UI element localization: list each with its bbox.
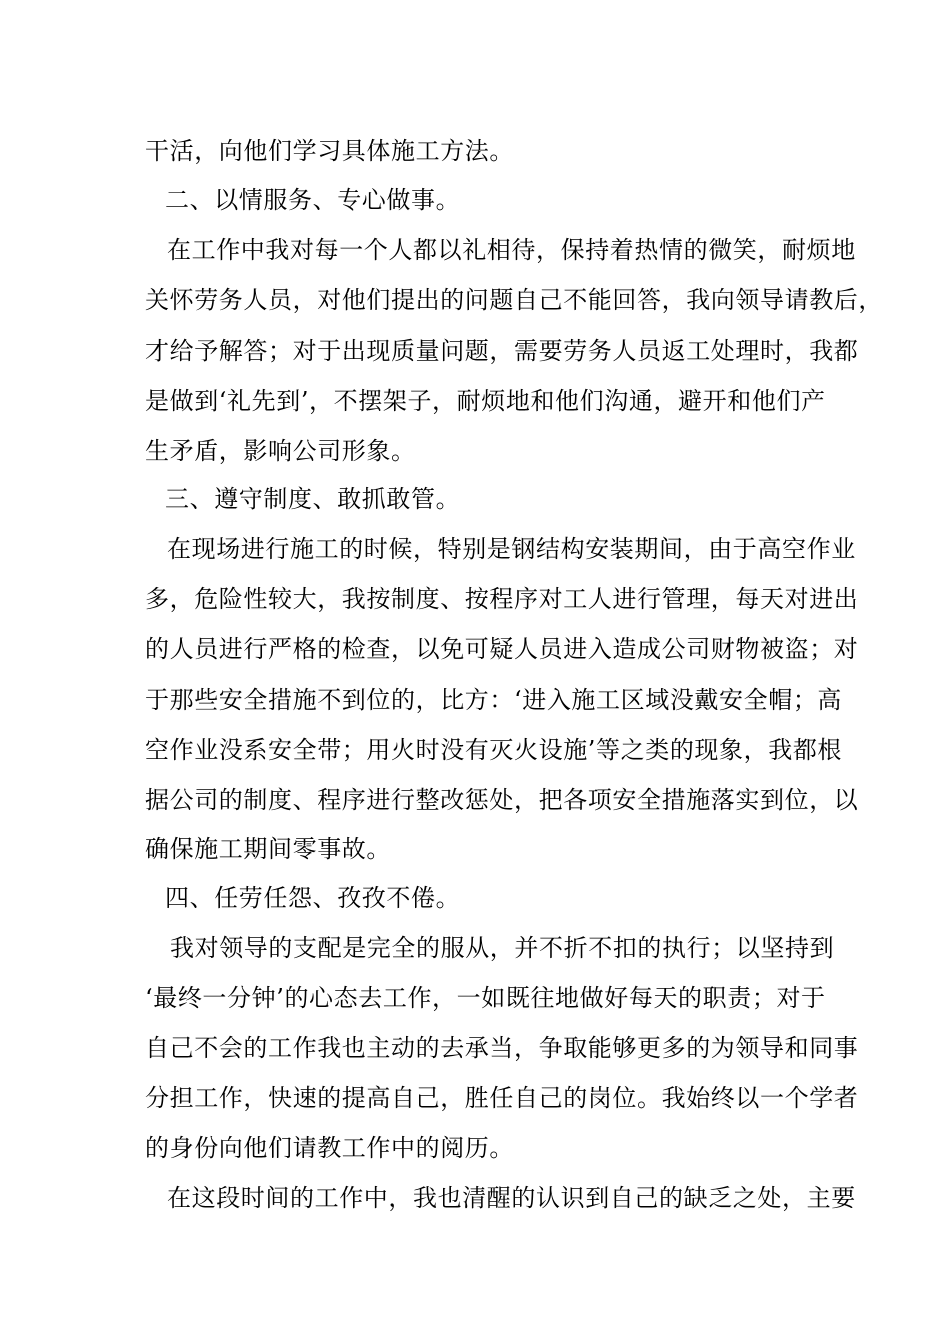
text-line: 生矛盾，影响公司形象。 xyxy=(145,437,416,465)
section-heading: 四、任劳任怨、孜孜不倦。 xyxy=(165,884,461,912)
section-heading: 二、以情服务、专心做事。 xyxy=(165,186,461,214)
section-heading: 三、遵守制度、敢抓敢管。 xyxy=(165,485,461,513)
text-line: 我对领导的支配是完全的服从，并不折不扣的执行；以坚持到 xyxy=(170,934,835,962)
text-line: 在现场进行施工的时候，特别是钢结构安装期间，由于高空作业 xyxy=(167,535,856,563)
text-line: 多，危险性较大，我按制度、按程序对工人进行管理，每天对进出 xyxy=(145,585,859,613)
text-line: 在工作中我对每一个人都以礼相待，保持着热情的微笑，耐烦地 xyxy=(167,236,856,264)
text-line: 据公司的制度、程序进行整改惩处，把各项安全措施落实到位，以 xyxy=(145,786,859,814)
text-line: 自己不会的工作我也主动的去承当，争取能够更多的为领导和同事 xyxy=(145,1034,859,1062)
text-line: 是做到‘礼先到’，不摆架子，耐烦地和他们沟通，避开和他们产 xyxy=(145,387,826,415)
text-line: 空作业没系安全带；用火时没有灭火设施’等之类的现象，我都根 xyxy=(145,736,843,764)
text-line: 才给予解答；对于出现质量问题，需要劳务人员返工处理时，我都 xyxy=(145,337,859,365)
text-line: 的人员进行严格的检查，以免可疑人员进入造成公司财物被盗；对 xyxy=(145,635,859,663)
text-line: 关怀劳务人员，对他们提出的问题自己不能回答，我向领导请教后， xyxy=(145,286,883,314)
text-line: 的身份向他们请教工作中的阅历。 xyxy=(145,1134,514,1162)
text-line: 干活，向他们学习具体施工方法。 xyxy=(145,137,514,165)
text-line: 确保施工期间零事故。 xyxy=(145,835,391,863)
text-line: 分担工作，快速的提高自己，胜任自己的岗位。我始终以一个学者 xyxy=(145,1084,859,1112)
text-line: 于那些安全措施不到位的，比方：‘进入施工区域没戴安全帽；高 xyxy=(145,686,843,714)
text-line: 在这段时间的工作中，我也清醒的认识到自己的缺乏之处，主要 xyxy=(167,1184,856,1212)
text-line: ‘最终一分钟’的心态去工作，一如既往地做好每天的职责；对于 xyxy=(145,984,826,1012)
